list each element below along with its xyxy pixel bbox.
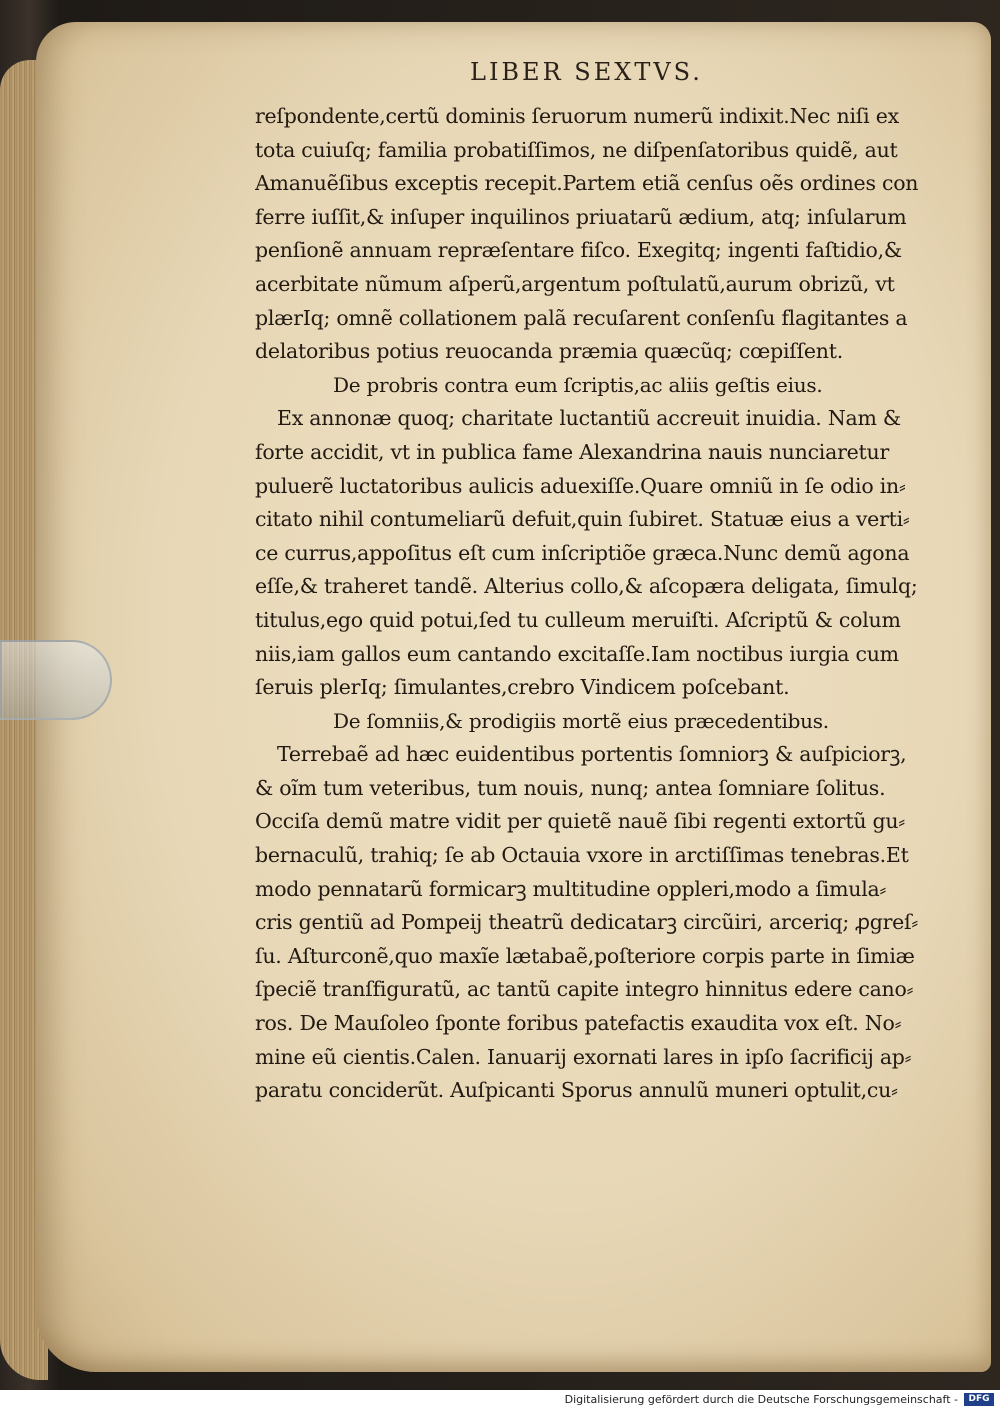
text-line: Occiſa demũ matre vidit per quietẽ nauẽ ſibi regenti extortũ gu⸗ [255, 809, 905, 834]
text-line: tota cuiuſq; familia probatiſſimos, ne diſpenſatoribus quidẽ, aut [255, 137, 898, 162]
text-line: Amanuẽſibus exceptis recepit.Partem etiã cenſus oẽs ordines con [255, 171, 919, 196]
text-block [255, 100, 920, 1108]
text-line: ſpeciẽ tranſfiguratũ, ac tantũ capite integro hinnitus edere cano⸗ [255, 977, 914, 1002]
text-line: paratu conciderũt. Auſpicanti Sporus annulũ muneri optulit,cu⸗ [255, 1078, 898, 1103]
text-line: eſſe,& traheret tandẽ. Alterius collo,& aſcopæra deligata, ſimulq; [255, 574, 918, 599]
text-line: modo pennatarũ formicarꝫ multitudine oppleri,modo a ſimula⸗ [255, 876, 887, 901]
text-line: acerbitate nũmum aſperũ,argentum poſtulatũ,aurum obrizũ, vt [255, 271, 895, 296]
text-line: bernaculũ, trahiq; ſe ab Octauia vxore in arctiſſimas tenebras.Et [255, 843, 909, 868]
text-line: niis,iam gallos eum cantando excitaſſe.Iam noctibus iurgia cum [255, 641, 899, 666]
text-line: reſpondente,certũ dominis ſeruorum numerũ indixit.Nec niſi ex [255, 104, 899, 128]
text-line: citato nihil contumeliarũ defuit,quin ſubiret. Statuæ eius a verti⸗ [255, 507, 910, 532]
running-title: LIBER SEXTVS. [470, 58, 703, 86]
text-line: forte accidit, vt in publica fame Alexandrina nauis nunciaretur [255, 439, 890, 464]
text-line: & oĩm tum veteribus, tum nouis, nunq; antea ſomniare ſolitus. [255, 775, 886, 800]
text-line: plærIq; omnẽ collationem palã recuſarent conſenſu flagitantes a [255, 305, 908, 330]
text-line: puluerẽ luctatoribus aulicis aduexiſſe.Quare omniũ in ſe odio in⸗ [255, 473, 906, 498]
text-line: Ex annonæ quoq; charitate luctantiũ accreuit inuidia. Nam & [277, 406, 901, 431]
text-line: delatoribus potius reuocanda præmia quæcũq; cœpiſſent. [255, 339, 844, 364]
text-line: titulus,ego quid potui,ſed tu culleum meruiſti. Aſcriptũ & colum [255, 607, 901, 632]
text-line: ferre iuſſit,& inſuper inquilinos priuatarũ ædium, atq; inſularum [255, 204, 907, 229]
text-line: ce currus,appoſitus eſt cum inſcriptiõe græca.Nunc demũ agona [255, 540, 910, 565]
section-heading: De probris contra eum ſcriptis,ac aliis geſtis eius. [333, 372, 823, 397]
book-clamp [0, 640, 112, 720]
funding-credit: Digitalisierung gefördert durch die Deutsche Forschungsgemeinschaft - [564, 1393, 958, 1406]
text-line: ſeruis plerIq; ſimulantes,crebro Vindicem poſcebant. [255, 675, 790, 700]
text-line: cris gentiũ ad Pompeij theatrũ dedicatarꝫ circũiri, arceriq; ꝓgreſ⸗ [255, 910, 918, 935]
footer-bar [0, 1390, 1000, 1409]
text-line: ros. De Mauſoleo ſponte foribus patefactis exaudita vox eſt. No⸗ [255, 1011, 902, 1036]
section-heading: De ſomniis,& prodigiis mortẽ eius præcedentibus. [333, 708, 829, 733]
text-line: Terrebaẽ ad hæc euidentibus portentis ſomniorꝫ & auſpiciorꝫ, [277, 742, 907, 767]
text-line: mine eũ cientis.Calen. Ianuarij exornati lares in ipſo ſacrificij ap⸗ [255, 1044, 912, 1069]
dfg-logo: DFG [964, 1393, 994, 1406]
text-line: penſionẽ annuam repræſentare fiſco. Exegitq; ingenti faſtidio,& [255, 238, 902, 263]
text-line: ſu. Aſturconẽ,quo maxĩe lætabaẽ,poſteriore corpis parte in ſimiæ [255, 943, 915, 968]
